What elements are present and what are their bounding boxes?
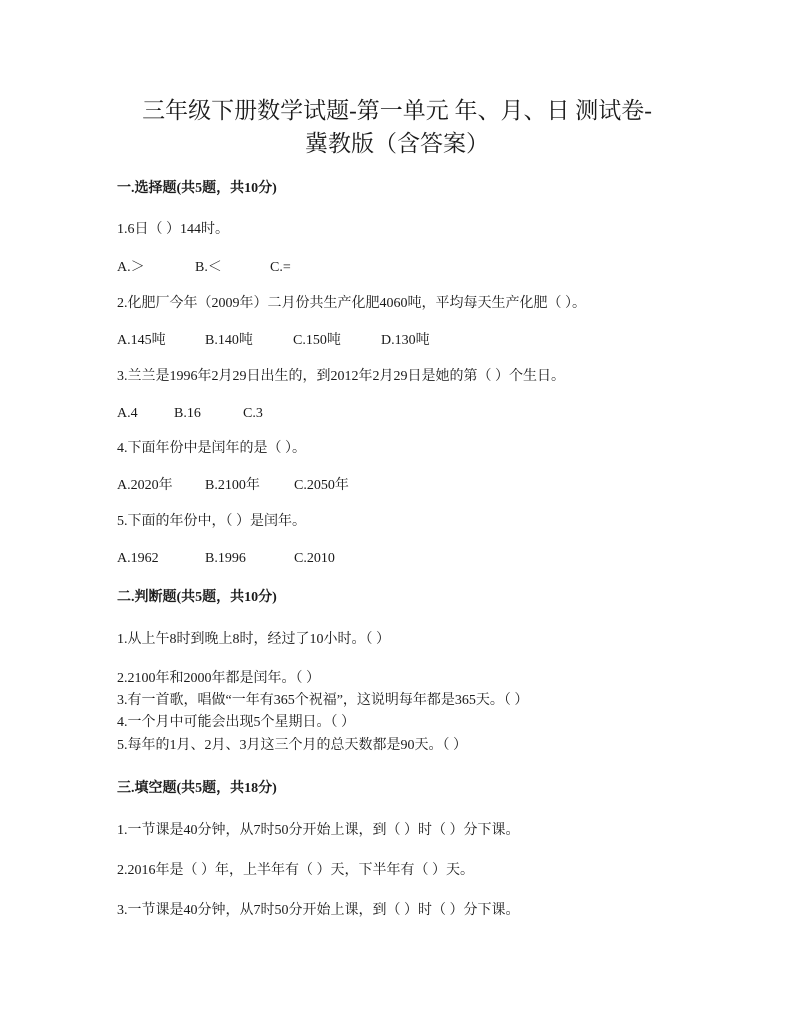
choice-question-4: 4.下面年份中是闰年的是（ ）。	[117, 441, 306, 456]
choice-question-2: 2.化肥厂今年（2009年）二月份共生产化肥4060吨，平均每天生产化肥（ ）。	[117, 296, 586, 311]
judgment-question-1: 1.从上午8时到晚上8时，经过了10小时。（ ）	[117, 632, 390, 647]
section-heading-fill: 三.填空题(共5题，共18分)	[117, 781, 277, 796]
choice-question-3: 3.兰兰是1996年2月29日出生的，到2012年2月29日是她的第（ ）个生日。	[117, 369, 565, 384]
option-a[interactable]: A.145吨	[117, 333, 166, 348]
option-a[interactable]: A.1962	[117, 551, 159, 566]
option-a[interactable]: A.2020年	[117, 478, 173, 493]
option-c[interactable]: C.3	[243, 406, 263, 421]
section-heading-choice: 一.选择题(共5题，共10分)	[117, 181, 277, 196]
judgment-question-2: 2.2100年和2000年都是闰年。（ ）	[117, 671, 320, 686]
option-b[interactable]: B.＜	[195, 260, 222, 275]
page-title-line-2: 冀教版（含答案）	[305, 131, 489, 156]
page-title-line-1: 三年级下册数学试题-第一单元 年、月、日 测试卷-	[142, 98, 652, 123]
fill-question-2: 2.2016年是（ ）年，上半年有（ ）天，下半年有（ ）天。	[117, 863, 474, 878]
judgment-question-3: 3.有一首歌，唱做“一年有365个祝福”，这说明每年都是365天。（ ）	[117, 693, 529, 708]
judgment-question-5: 5.每年的1月、2月、3月这三个月的总天数都是90天。（ ）	[117, 738, 467, 753]
choice-question-1: 1.6日（ ）144时。	[117, 222, 229, 237]
option-c[interactable]: C.2010	[294, 551, 335, 566]
option-c[interactable]: C.150吨	[293, 333, 341, 348]
judgment-question-4: 4.一个月中可能会出现5个星期日。（ ）	[117, 715, 355, 730]
option-c[interactable]: C.=	[270, 260, 291, 275]
choice-question-5: 5.下面的年份中，（ ）是闰年。	[117, 514, 306, 529]
option-b[interactable]: B.140吨	[205, 333, 253, 348]
option-a[interactable]: A.＞	[117, 260, 145, 275]
fill-question-3: 3.一节课是40分钟，从7时50分开始上课，到（ ）时（ ）分下课。	[117, 903, 520, 918]
fill-question-1: 1.一节课是40分钟，从7时50分开始上课，到（ ）时（ ）分下课。	[117, 823, 520, 838]
option-a[interactable]: A.4	[117, 406, 138, 421]
option-b[interactable]: B.1996	[205, 551, 246, 566]
option-b[interactable]: B.16	[174, 406, 201, 421]
option-b[interactable]: B.2100年	[205, 478, 260, 493]
option-d[interactable]: D.130吨	[381, 333, 430, 348]
section-heading-judgment: 二.判断题(共5题，共10分)	[117, 590, 277, 605]
option-c[interactable]: C.2050年	[294, 478, 349, 493]
